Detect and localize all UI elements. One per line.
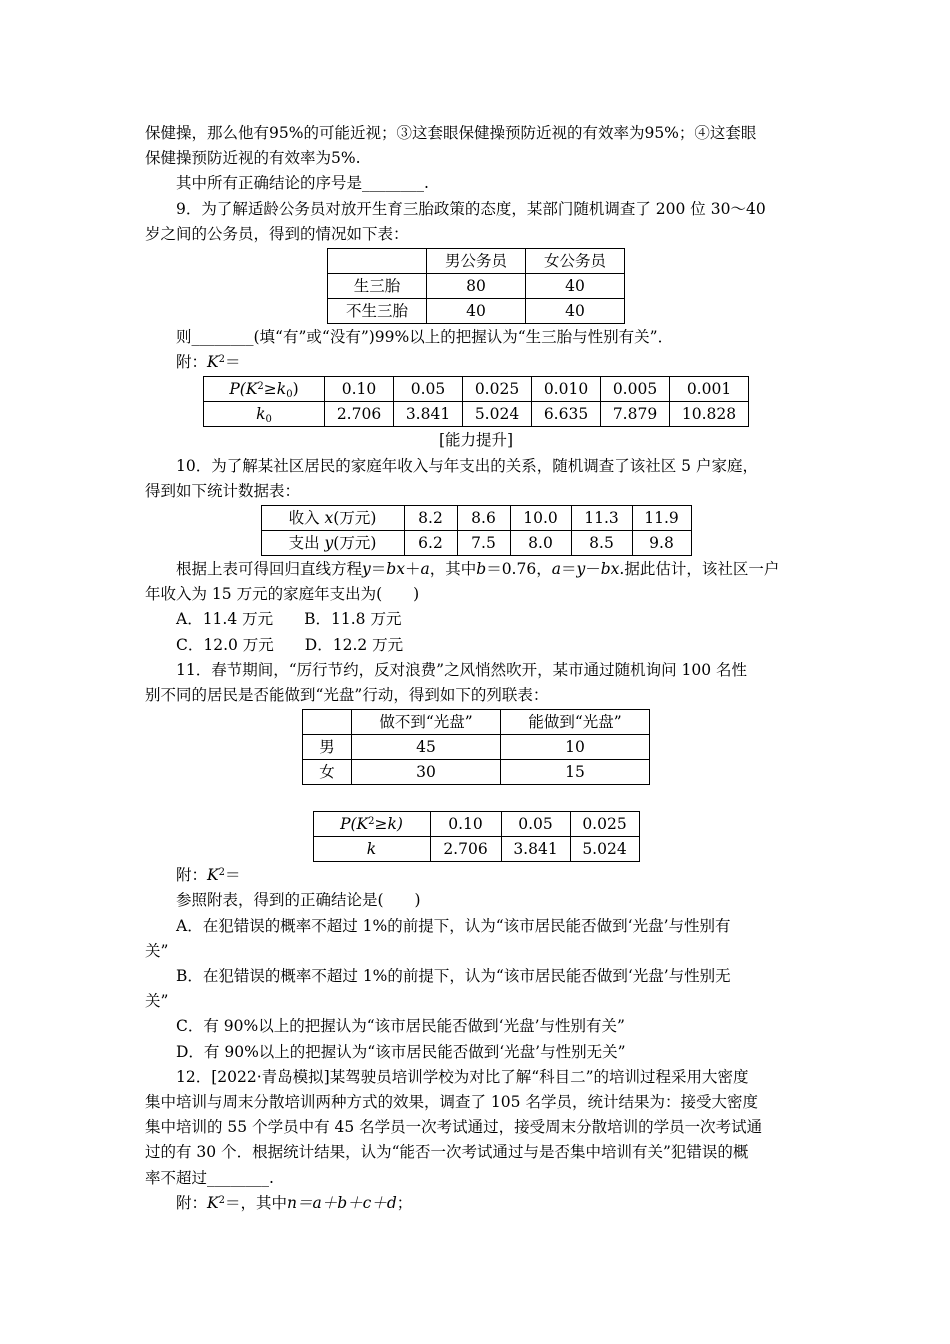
label-var: y <box>324 534 334 553</box>
formula-op: ＋ <box>404 560 421 579</box>
formula-var: y <box>362 560 371 579</box>
q12-line: 集中培训的 55 个学员中有 45 名学员一次考试通过，接受周末分散培训的学员一次考试通 <box>145 1118 763 1137</box>
label-var: x <box>324 509 334 528</box>
table-cell: 女公务员 <box>526 249 625 274</box>
formula-K: K <box>207 353 219 372</box>
q8-line: 保健操预防近视的有效率为5%. <box>145 149 361 168</box>
text-part: ； <box>396 1193 413 1212</box>
table-cell: 80 <box>427 274 526 299</box>
label-part: P(K <box>229 380 258 399</box>
q11-table-wrap <box>145 709 807 785</box>
label-part: 支出 <box>288 534 325 553</box>
label-part: (万元) <box>333 534 377 553</box>
table-cell: 30 <box>352 760 501 785</box>
table-cell: 0.010 <box>532 377 601 402</box>
table-cell: 8.5 <box>571 531 632 556</box>
q12-line: 12．[2022·青岛模拟]某驾驶员培训学校为对比了解“科目二”的培训过程采用大密度 <box>176 1067 749 1086</box>
table-cell: 10.0 <box>510 506 571 531</box>
table-row <box>328 249 625 274</box>
label-part: ≥k) <box>374 815 403 834</box>
table-cell <box>261 506 404 531</box>
table-cell: 15 <box>501 760 650 785</box>
document-page <box>145 121 807 1216</box>
q10-options: C．12.0 万元 D．12.2 万元 <box>176 635 404 654</box>
table-cell: 40 <box>526 299 625 324</box>
table-cell: 10.828 <box>670 402 749 427</box>
table-cell: 3.841 <box>394 402 463 427</box>
q12-line: 集中培训与周末分散培训两种方式的效果，调查了 105 名学员，统计结果为：接受大密度 <box>145 1093 758 1112</box>
q11-option-a: A．在犯错误的概率不超过 1%的前提下，认为“该市居民能否做到‘光盘’与性别有 <box>176 916 731 935</box>
table-cell: 0.10 <box>325 377 394 402</box>
q9-attachment <box>145 350 807 375</box>
table-cell: 8.2 <box>404 506 457 531</box>
formula-eq: ＝ <box>224 866 241 885</box>
q11-option-c: C．有 90%以上的把握认为“该市居民能否做到‘光盘’与性别有关” <box>176 1017 625 1036</box>
q12-attachment <box>145 1191 807 1216</box>
formula-var: n <box>287 1193 297 1212</box>
table-cell: 生三胎 <box>328 274 427 299</box>
label-part: ) <box>292 380 299 399</box>
q11-option-b: B．在犯错误的概率不超过 1%的前提下，认为“该市居民能否做到‘光盘’与性别无 <box>176 967 731 986</box>
table-cell: 10 <box>501 735 650 760</box>
formula-K: K <box>207 1193 219 1212</box>
q10-table <box>261 505 692 556</box>
label-sup: 2 <box>368 816 375 828</box>
table-row <box>204 402 749 427</box>
q12-line: 过的有 30 个．根据统计结果，认为“能否一次考试通过与是否集中培训有关”犯错误的概 <box>145 1143 749 1162</box>
table-cell: 11.3 <box>571 506 632 531</box>
table-cell: 5.024 <box>570 837 639 862</box>
section-heading: [能力提升] <box>438 431 514 450</box>
table-cell: 男 <box>303 735 352 760</box>
table-row <box>328 274 625 299</box>
q11-option-d: D．有 90%以上的把握认为“该市居民能否做到‘光盘’与性别无关” <box>176 1042 626 1061</box>
table-cell: 40 <box>526 274 625 299</box>
text-part: 根据上表可得回归直线方程 <box>176 560 363 579</box>
table-cell: 5.024 <box>463 402 532 427</box>
label-sub: 0 <box>286 389 293 401</box>
label-part: P(K <box>340 815 369 834</box>
formula-eq: ＝ <box>224 353 241 372</box>
table-cell: 做不到“光盘” <box>352 710 501 735</box>
q9-line: 9．为了解适龄公务员对放开生育三胎政策的态度，某部门随机调查了 200 位 30～40 <box>176 199 766 218</box>
q10-line: 10．为了解某社区居民的家庭年收入与年支出的关系，随机调查了该社区 5 户家庭， <box>176 456 758 475</box>
q11-option-a: 关” <box>145 941 169 960</box>
text-part: ，其中 <box>240 1193 288 1212</box>
table-cell <box>313 812 430 837</box>
table-cell: 0.10 <box>430 812 501 837</box>
k0-table-wrap <box>145 376 807 427</box>
q11-option-b: 关” <box>145 992 169 1011</box>
table-cell: 女 <box>303 760 352 785</box>
text-part: ，其中 <box>429 560 477 579</box>
table-cell: 0.005 <box>601 377 670 402</box>
table-cell: 能做到“光盘” <box>501 710 650 735</box>
table-row <box>204 377 749 402</box>
q12-line: 率不超过________. <box>145 1168 274 1187</box>
table-cell <box>261 531 404 556</box>
table-cell: 0.025 <box>570 812 639 837</box>
label-part: (万元) <box>333 509 377 528</box>
table-cell <box>204 377 325 402</box>
q11-line: 11．春节期间，“厉行节约，反对浪费”之风悄然吹开，某市通过随机询问 100 名性 <box>176 660 748 679</box>
table-row <box>328 299 625 324</box>
table-row <box>313 837 639 862</box>
formula-var: ＝a＋b＋c＋d <box>297 1193 397 1212</box>
k-table-wrap <box>145 811 807 862</box>
formula-op: ＝ <box>560 560 577 579</box>
table-cell: 45 <box>352 735 501 760</box>
q9-line: 岁之间的公务员，得到的情况如下表： <box>145 224 409 243</box>
table-cell <box>204 402 325 427</box>
attach-label: 附： <box>176 1193 208 1212</box>
table-row <box>303 735 650 760</box>
table-cell: 6.635 <box>532 402 601 427</box>
k0-table <box>203 376 749 427</box>
formula-eq: ＝ <box>224 1193 241 1212</box>
table-cell <box>303 710 352 735</box>
table-cell: 2.706 <box>325 402 394 427</box>
formula-op: － <box>585 560 601 579</box>
q10-table-wrap <box>145 505 807 556</box>
formula-K: K <box>207 866 219 885</box>
table-cell: 0.025 <box>463 377 532 402</box>
attach-label: 附： <box>176 353 208 372</box>
formula-var: a <box>420 560 430 579</box>
table-row <box>303 760 650 785</box>
table-cell: 8.0 <box>510 531 571 556</box>
q10-line: 得到如下统计数据表： <box>145 481 301 500</box>
q9-table-wrap <box>145 248 807 324</box>
table-cell: 7.879 <box>601 402 670 427</box>
formula-var: y <box>576 560 586 579</box>
q11-attachment <box>145 863 807 888</box>
q11-line: 别不同的居民是否能做到“光盘”行动，得到如下的列联表： <box>145 686 549 705</box>
q9-table <box>327 248 625 324</box>
q10-regression <box>145 557 807 582</box>
text-part: .据此估计，该社区一户 <box>619 560 780 579</box>
table-row <box>303 710 650 735</box>
table-cell: 6.2 <box>404 531 457 556</box>
q10-options: A．11.4 万元 B．11.8 万元 <box>176 610 402 629</box>
table-cell: 2.706 <box>430 837 501 862</box>
q9-fill: 则________(填“有”或“没有”)99%以上的把握认为“生三胎与性别有关”． <box>176 328 674 347</box>
formula-sq: 2 <box>218 1194 225 1206</box>
table-cell: 9.8 <box>632 531 691 556</box>
label-sub: 0 <box>265 414 272 426</box>
formula-var: b <box>476 560 487 579</box>
label-part: k <box>366 840 377 859</box>
table-cell: 0.05 <box>394 377 463 402</box>
k-table <box>313 811 640 862</box>
table-cell: 0.05 <box>501 812 570 837</box>
table-cell: 8.6 <box>457 506 510 531</box>
table-cell <box>313 837 430 862</box>
formula-op: ＝ <box>370 560 387 579</box>
table-cell <box>328 249 427 274</box>
table-row <box>261 506 691 531</box>
formula-var: bx <box>600 560 620 579</box>
table-cell: 40 <box>427 299 526 324</box>
q8-line: 保健操，那么他有95%的可能近视；③这套眼保健操预防近视的有效率为95%；④这套眼 <box>145 124 757 142</box>
table-row <box>313 812 639 837</box>
table-cell: 不生三胎 <box>328 299 427 324</box>
formula-var: a <box>551 560 561 579</box>
table-cell: 0.001 <box>670 377 749 402</box>
table-cell: 11.9 <box>632 506 691 531</box>
table-cell: 男公务员 <box>427 249 526 274</box>
table-row <box>261 531 691 556</box>
label-part: ≥k <box>263 380 287 399</box>
attach-label: 附： <box>176 866 208 885</box>
formula-sq: 2 <box>218 867 225 879</box>
label-sup: 2 <box>257 381 264 393</box>
formula-op: ＝0.76， <box>486 560 552 579</box>
table-cell: 3.841 <box>501 837 570 862</box>
label-part: k <box>256 405 266 424</box>
q11-prompt: 参照附表，得到的正确结论是( ) <box>176 891 421 910</box>
table-cell: 7.5 <box>457 531 510 556</box>
q8-prompt: 其中所有正确结论的序号是________. <box>176 174 429 193</box>
formula-var: bx <box>386 560 405 579</box>
formula-sq: 2 <box>218 354 225 366</box>
q10-line: 年收入为 15 万元的家庭年支出为( ) <box>145 585 420 604</box>
q11-table <box>302 709 650 785</box>
label-part: 收入 <box>288 509 325 528</box>
